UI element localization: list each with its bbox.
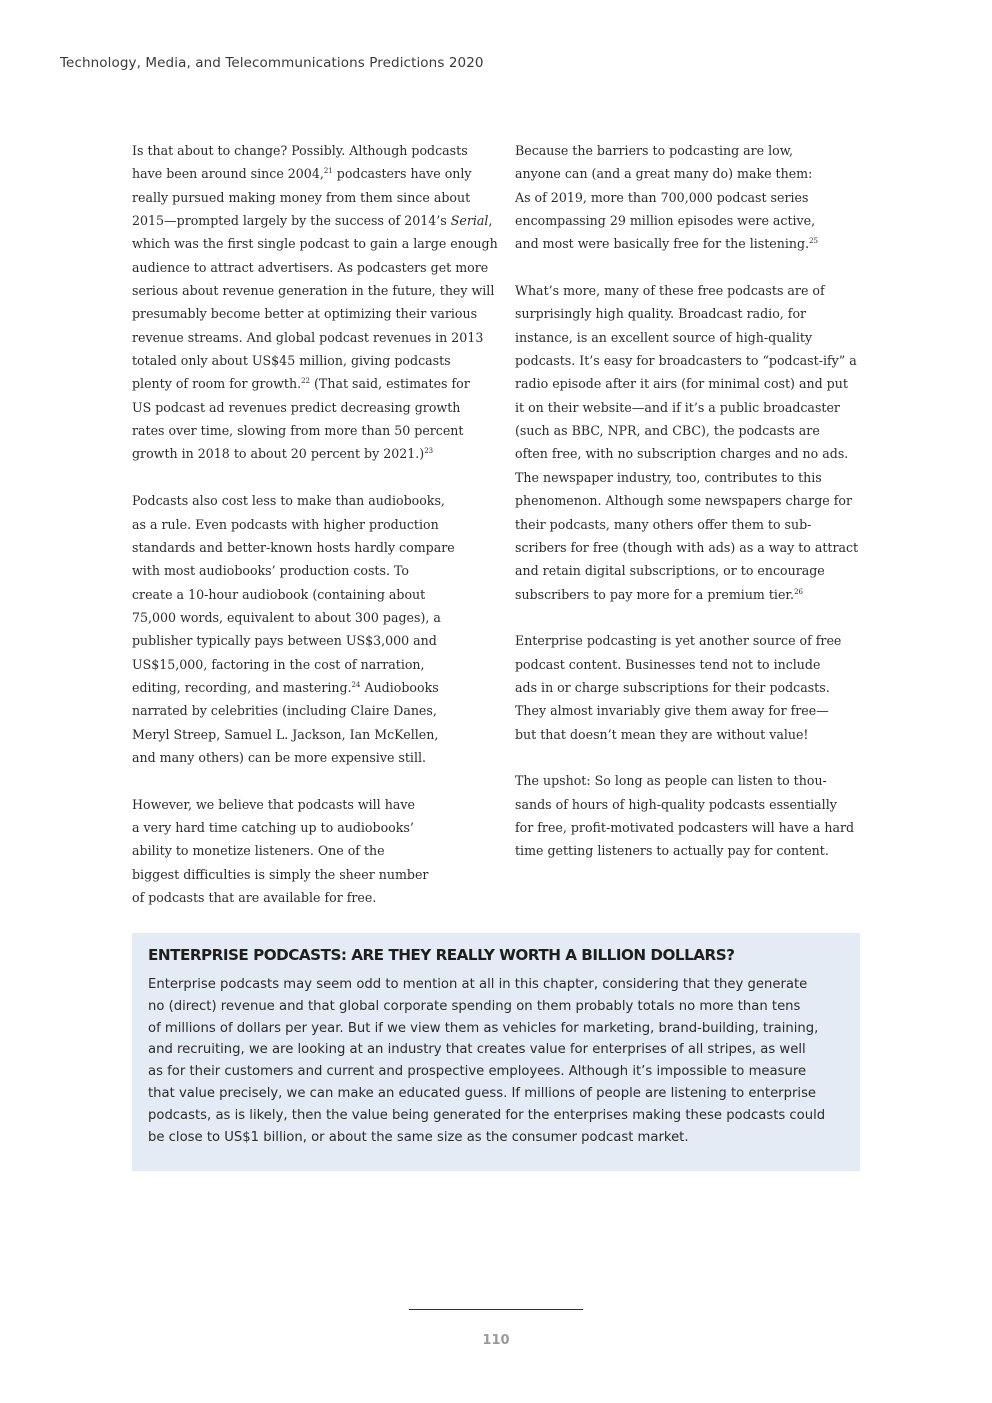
text-line: for free, profit-motivated podcasters will have a hard bbox=[515, 819, 855, 835]
text-line: phenomenon. Although some newspapers charge for bbox=[515, 493, 852, 509]
text-line: narrated by celebrities (including Claire Danes, bbox=[132, 703, 437, 719]
text-line: sands of hours of high-quality podcasts essentially bbox=[515, 796, 837, 812]
sidebar-callout bbox=[132, 933, 860, 1171]
footnote-ref-21[interactable]: 21 bbox=[323, 167, 333, 176]
text-line: subscribers to pay more for a premium tier.$^{26}$ bbox=[515, 586, 803, 602]
text-line: rates over time, slowing from more than 50 percent bbox=[132, 423, 464, 439]
text-line: which was the first single podcast to gain a large enough bbox=[132, 236, 498, 252]
text-line: serious about revenue generation in the future, they will bbox=[132, 283, 495, 299]
footnote-ref-22[interactable]: 22 bbox=[301, 377, 311, 386]
text-line: Enterprise podcasts may seem odd to mention at all in this chapter, considering that they generate bbox=[148, 977, 808, 992]
text-line: surprisingly high quality. Broadcast radio, for bbox=[515, 306, 807, 322]
text-line: create a 10-hour audiobook (containing about bbox=[132, 586, 426, 602]
footnote-ref-26[interactable]: 26 bbox=[794, 587, 803, 596]
text-line: biggest difficulties is simply the sheer number bbox=[132, 866, 429, 882]
text-line: of millions of dollars per year. But if we view them as vehicles for marketing, brand-building, training, bbox=[148, 1020, 819, 1036]
text-line: their podcasts, many others offer them to sub- bbox=[515, 516, 812, 532]
text-line: and many others) can be more expensive still. bbox=[132, 749, 427, 765]
text-line: audience to attract advertisers. As podcasters get more bbox=[132, 259, 489, 275]
paragraph-podcast-monetization bbox=[132, 139, 498, 466]
text-line: Meryl Streep, Samuel L. Jackson, Ian McKellen, bbox=[132, 726, 439, 742]
text-line: instance, is an excellent source of high-quality bbox=[515, 329, 813, 345]
text-line: The newspaper industry, too, contributes to this bbox=[515, 469, 822, 485]
text-line: They almost invariably give them away for free— bbox=[515, 703, 829, 719]
footer-divider bbox=[409, 1309, 583, 1310]
text-line: ads in or charge subscriptions for their podcasts. bbox=[515, 679, 830, 695]
text-line: no (direct) revenue and that global corporate spending on them probably totals no more than tens bbox=[148, 998, 801, 1014]
text-line: 2015—prompted largely by the success of 2014’s Serial, bbox=[132, 213, 493, 229]
text-line: encompassing 29 million episodes were active, bbox=[515, 213, 816, 229]
text-line: presumably become better at optimizing their various bbox=[132, 306, 478, 322]
text-line: and recruiting, we are looking at an industry that creates value for enterprises of all stripes, as well bbox=[148, 1042, 806, 1058]
text-line: Because the barriers to podcasting are low, bbox=[515, 143, 794, 158]
footnote-ref-23[interactable]: 23 bbox=[424, 447, 434, 456]
paragraph-enterprise-podcasting bbox=[515, 629, 865, 746]
paragraph-production-costs bbox=[132, 489, 477, 769]
left-column bbox=[132, 139, 498, 933]
text-line: The upshot: So long as people can listen to thou- bbox=[515, 773, 827, 789]
text-line: plenty of room for growth.$^{22}$ (That said, estimates for bbox=[132, 376, 470, 392]
text-line: growth in 2018 to about 20 percent by 2021.)$^{23}$ bbox=[132, 446, 434, 462]
text-line: US$15,000, factoring in the cost of narration, bbox=[132, 656, 425, 672]
text-line: often free, with no subscription charges and no ads. bbox=[515, 446, 849, 462]
text-line: editing, recording, and mastering.$^{24}$ Audiobooks bbox=[132, 679, 439, 695]
text-line: that value precisely, we can make an educated guess. If millions of people are listening to enterprise bbox=[148, 1085, 817, 1101]
paragraph-upshot bbox=[515, 769, 865, 862]
text-line: Enterprise podcasting is yet another source of free bbox=[515, 633, 842, 649]
text-line: podcast content. Businesses tend not to include bbox=[515, 656, 821, 672]
text-line: it on their website—and if it’s a public broadcaster bbox=[515, 399, 840, 415]
paragraph-monetize-difficulty bbox=[132, 793, 477, 910]
text-line: radio episode after it airs (for minimal cost) and put bbox=[515, 376, 848, 392]
text-line: really pursued making money from them since about bbox=[132, 189, 471, 205]
text-line: as for their customers and current and prospective employees. Although it’s impossible to measure bbox=[148, 1064, 807, 1080]
paragraph-low-barriers bbox=[515, 139, 865, 256]
text-line: anyone can (and a great many do) make them: bbox=[515, 166, 813, 182]
text-line: US podcast ad revenues predict decreasing growth bbox=[132, 399, 461, 415]
text-line: As of 2019, more than 700,000 podcast series bbox=[515, 189, 809, 205]
text-line: be close to US$1 billion, or about the same size as the consumer podcast market. bbox=[148, 1129, 689, 1145]
text-line: However, we believe that podcasts will have bbox=[132, 796, 415, 812]
text-line: podcasts, as is likely, then the value being generated for the enterprises making these podcasts could bbox=[148, 1107, 826, 1123]
running-header: Technology, Media, and Telecommunications Predictions 2020 bbox=[60, 55, 484, 71]
text-line: but that doesn’t mean they are without value! bbox=[515, 726, 809, 742]
text-line: (such as BBC, NPR, and CBC), the podcasts are bbox=[515, 423, 820, 439]
text-line: 75,000 words, equivalent to about 300 pages), a bbox=[132, 609, 441, 625]
text-line: and retain digital subscriptions, or to encourage bbox=[515, 563, 825, 579]
text-line: publisher typically pays between US$3,000 and bbox=[132, 633, 437, 649]
footnote-ref-24[interactable]: 24 bbox=[351, 680, 361, 689]
text-line: time getting listeners to actually pay for content. bbox=[515, 843, 829, 859]
text-line: as a rule. Even podcasts with higher production bbox=[132, 516, 439, 532]
text-line: have been around since 2004,21 podcasters have only bbox=[132, 166, 472, 182]
footnote-ref-25[interactable]: 25 bbox=[809, 237, 818, 246]
text-line: a very hard time catching up to audiobooks’ bbox=[132, 819, 414, 835]
text-line: Podcasts also cost less to make than audiobooks, bbox=[132, 493, 445, 509]
paragraph-high-quality bbox=[515, 279, 865, 606]
text-line: of podcasts that are available for free. bbox=[132, 890, 377, 905]
text-line: scribers for free (though with ads) as a way to attract bbox=[515, 539, 859, 555]
sidebar-title: ENTERPRISE PODCASTS: ARE THEY REALLY WORTH A BILLION DOLLARS? bbox=[148, 946, 735, 964]
sidebar-body bbox=[148, 974, 844, 1148]
text-line: podcasts. It’s easy for broadcasters to “podcast-ify” a bbox=[515, 353, 857, 369]
serial-title: Serial bbox=[450, 213, 489, 229]
text-line: with most audiobooks’ production costs. To bbox=[132, 563, 409, 579]
text-line: What’s more, many of these free podcasts are of bbox=[515, 283, 825, 299]
text-line: Is that about to change? Possibly. Although podcasts bbox=[132, 143, 468, 158]
page-number: 110 bbox=[482, 1333, 510, 1348]
right-column bbox=[515, 139, 865, 886]
text-line: ability to monetize listeners. One of the bbox=[132, 843, 385, 859]
text-line: standards and better-known hosts hardly compare bbox=[132, 539, 455, 555]
text-line: and most were basically free for the listening.$^{25}$ bbox=[515, 236, 818, 252]
text-line: totaled only about US$45 million, giving podcasts bbox=[132, 353, 451, 369]
text-line: revenue streams. And global podcast revenues in 2013 bbox=[132, 329, 484, 345]
